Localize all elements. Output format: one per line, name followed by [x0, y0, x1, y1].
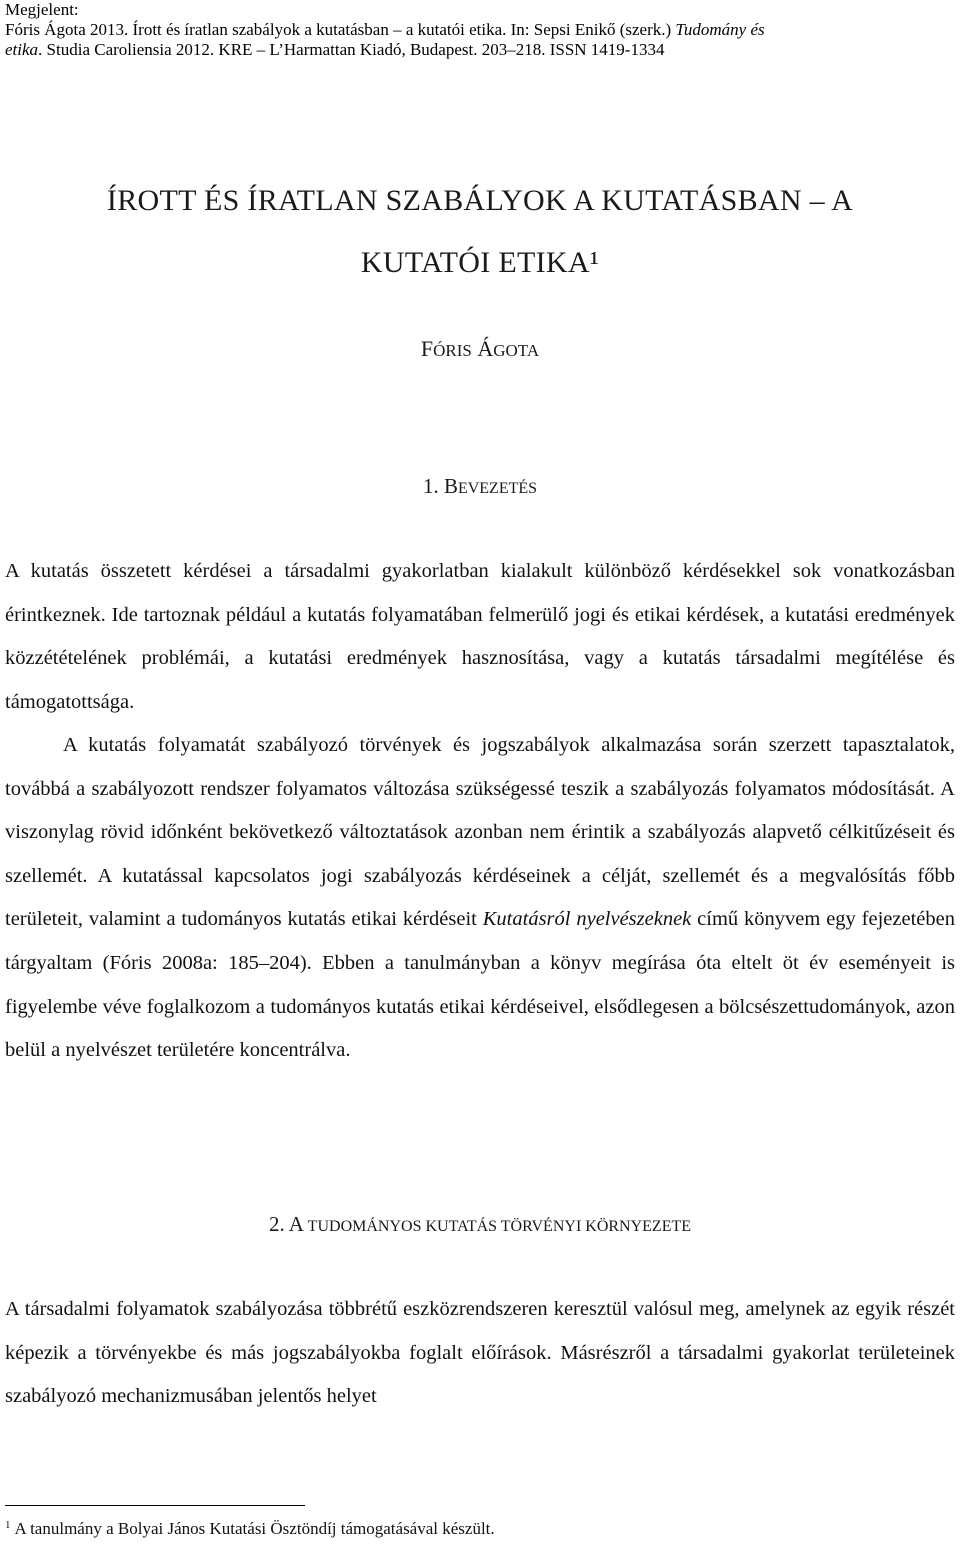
author-initial-2: Á: [477, 336, 494, 361]
cited-book-title: Kutatásról nyelvészeknek: [482, 908, 692, 931]
citation-book-title: Tudomány és: [675, 20, 765, 39]
citation-text: Fóris Ágota 2013. Írott és íratlan szabályok a kutatásban – a kutatói etika. In: Sepsi Enikő (szerk.): [5, 20, 676, 39]
section-initial: A: [288, 1212, 304, 1236]
paper-title-line-2: KUTATÓI ETIKA¹: [360, 246, 600, 279]
author-rest-2: GOTA: [493, 341, 540, 360]
body-paragraph-3: A társadalmi folyamatok szabályozása többrétű eszközrendszeren keresztül valósul meg, amelynek az egyik részét képezik a törvényekbe és más jogszabályokba foglalt előírások. Másrészről a társadalmi gyakorlat területeinek szabályozó mechanizmusában jelentős helyet: [5, 1298, 955, 1408]
author-name: [0, 336, 960, 362]
body-paragraph-2: [5, 724, 955, 1073]
section-heading-2: [0, 1212, 960, 1237]
section-heading-1: [0, 474, 960, 499]
section-number: 2.: [268, 1212, 289, 1236]
section-title-rest: EVEZETÉS: [457, 480, 538, 497]
footnote-marker: 1: [5, 1519, 11, 1531]
author-initial-1: F: [420, 336, 434, 361]
section-initial: B: [443, 474, 458, 498]
citation-details: . Studia Caroliensia 2012. KRE – L’Harmattan Kiadó, Budapest. 203–218. ISSN 1419-1334: [38, 40, 665, 59]
paragraph-text-continued: című könyvem egy fejezetében tárgyaltam (Fóris 2008a: 185–204). Ebben a tanulmányban a könyv megírása óta eltelt öt év eseményeit is figyelembe véve foglalkozom a tudományos kutatás etikai kérdéseivel, elsődlegesen a bölcsészettudományok, azon belül a nyelvészet területére koncentrálva.: [5, 908, 955, 1062]
section-title-rest: TUDOMÁNYOS KUTATÁS TÖRVÉNYI KÖRNYEZETE: [303, 1218, 692, 1235]
body-paragraph-1: A kutatás összetett kérdései a társadalmi gyakorlatban kialakult különböző kérdésekkel sok vonatkozásban érintkeznek. Ide tartoznak például a kutatás folyamatában felmerülő jogi és etikai kérdések, a kutatási eredmények közzétételének problémái, a kutatási eredmények hasznosítása, vagy a kutatás társadalmi megítélése és támogatottsága.: [5, 560, 955, 713]
paragraph-text: A kutatás folyamatát szabályozó törvények és jogszabályok alkalmazása során szerzett tapasztalatok, továbbá a szabályozott rendszer folyamatos változása szükségessé teszik a szabályozás folyamatos módosítását. A viszonylag rövid időnként bekövetkező változtatások azonban nem érintik a szabályozás alapvető célkitűzéseit és szellemét. A kutatással kapcsolatos jogi szabályozás kérdéseinek a célját, szellemét és a megvalósítás főbb területeit, valamint a tudományos kutatás etikai kérdéseit: [5, 734, 955, 931]
footnote-text: A tanulmány a Bolyai János Kutatási Ösztöndíj támogatásával készült.: [14, 1519, 495, 1538]
footnote-separator: [5, 1505, 305, 1506]
citation-line-2: [5, 40, 957, 60]
footnote: [5, 1519, 495, 1539]
citation-line-1: [5, 20, 957, 40]
author-rest-1: ÓRIS: [433, 341, 472, 360]
publication-label: Megjelent:: [5, 0, 79, 19]
paper-title-line-1: ÍROTT ÉS ÍRATLAN SZABÁLYOK A KUTATÁSBAN – A: [106, 184, 854, 217]
section-number: 1.: [422, 474, 444, 498]
publication-note: [5, 0, 957, 60]
citation-book-title-end: etika: [5, 40, 39, 59]
